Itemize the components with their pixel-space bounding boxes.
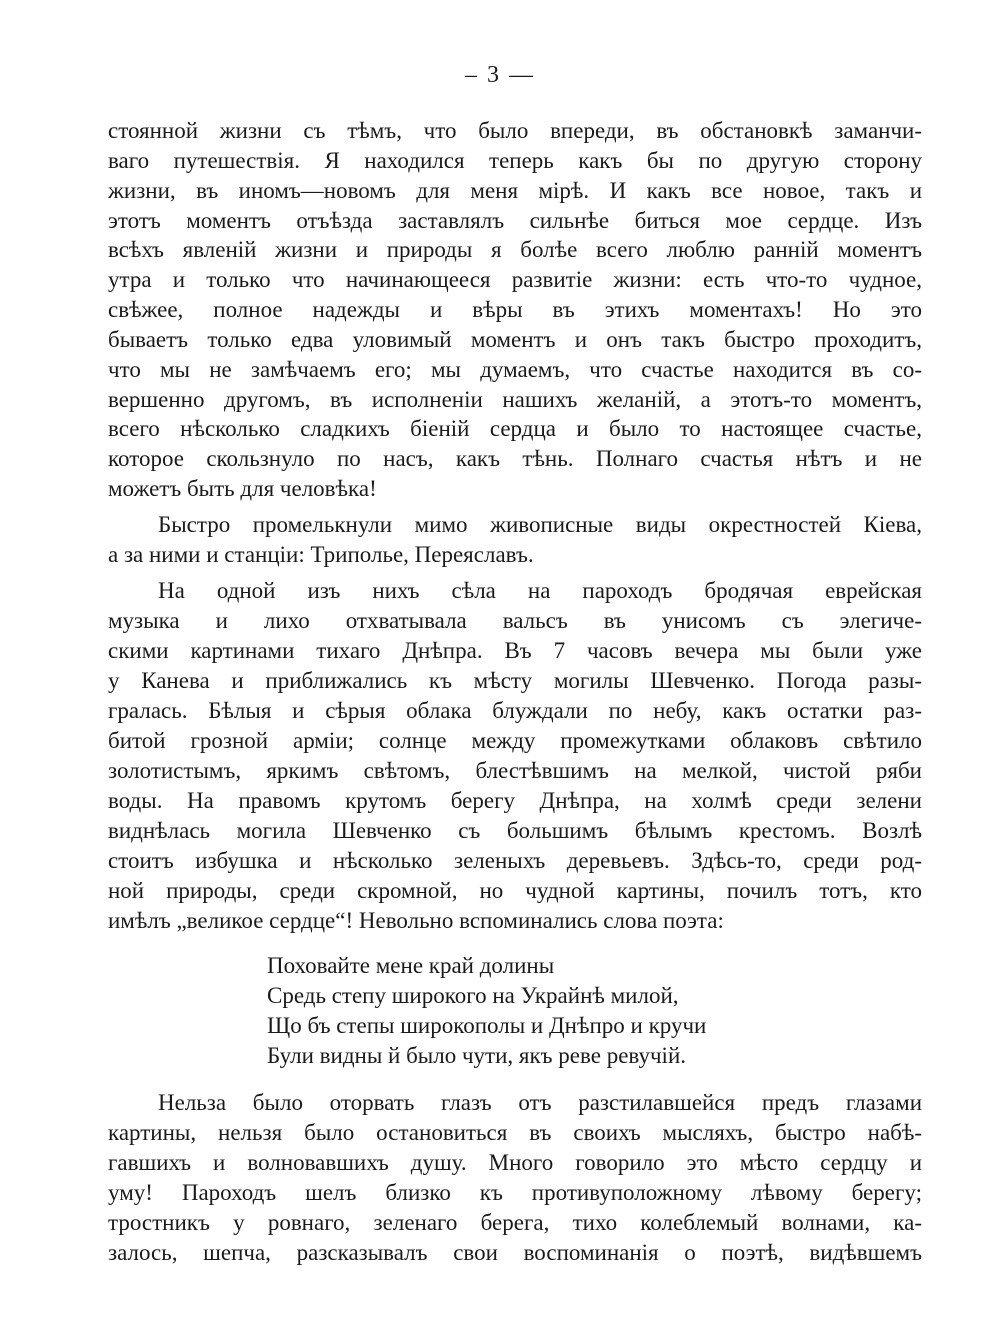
text-line: у Канева и приближались къ мѣсту могилы Шевченко. Погода разы-: [108, 668, 922, 693]
text-line: виднѣлась могила Шевченко съ большимъ бѣлымъ крестомъ. Возлѣ: [108, 818, 922, 843]
text-line: что мы не замѣчаемъ его; мы думаемъ, что счастье находится въ со-: [108, 357, 922, 382]
verse-line: Були видны й было чути, якъ реве ревучій.: [267, 1043, 686, 1068]
text-line: утра и только что начинающееся развитіе жизни: есть что-то чудное,: [108, 267, 922, 292]
text-line: тростникъ у ровнаго, зеленаго берега, тихо колеблемый волнами, ка-: [108, 1210, 922, 1235]
text-line: картины, нельзя было остановиться въ своихъ мысляхъ, быстро набѣ-: [108, 1120, 922, 1145]
text-line: воды. На правомъ крутомъ берегу Днѣпра, на холмѣ среди зелени: [108, 788, 922, 813]
text-line: уму! Пароходъ шелъ близко къ противуположному лѣвому берегу;: [108, 1180, 922, 1205]
text-line: которое скользнуло по насъ, какъ тѣнь. Полнаго счастья нѣтъ и не: [108, 446, 922, 471]
text-line: вершенно другомъ, въ исполненіи нашихъ желаній, а этотъ-то моментъ,: [108, 387, 922, 412]
text-line: битой грозной арміи; солнце между промежутками облаковъ свѣтило: [108, 728, 922, 753]
text-line: можетъ быть для человѣка!: [108, 476, 377, 501]
text-line: ной природы, среди скромной, но чудной картины, почилъ тотъ, кто: [108, 878, 922, 903]
text-line: всего нѣсколько сладкихъ біеній сердца и было то настоящее счастье,: [108, 416, 922, 441]
text-line: скими картинами тихаго Днѣпра. Въ 7 часовъ вечера мы были уже: [108, 638, 922, 663]
text-line: бываетъ только едва уловимый моментъ и онъ такъ быстро проходитъ,: [108, 327, 922, 352]
text-line: стоянной жизни съ тѣмъ, что было впереди, въ обстановкѣ заманчи-: [108, 118, 922, 143]
text-line: На одной изъ нихъ сѣла на пароходъ бродячая еврейская: [158, 578, 922, 603]
page-number: – 3 —: [465, 62, 535, 88]
text-line: Быстро промелькнули мимо живописные виды окрестностей Кіева,: [158, 512, 922, 537]
text-line: имѣлъ „великое сердце“! Невольно вспоминались слова поэта:: [108, 908, 724, 933]
text-line: всѣхъ явленій жизни и природы я болѣе всего люблю ранній моментъ: [108, 237, 922, 262]
verse-line: Средь степу широкого на Украйнѣ милой,: [267, 983, 679, 1008]
text-line: гавшихъ и волновавшихъ душу. Много говорило это мѣсто сердцу и: [108, 1150, 922, 1175]
verse-line: Поховайте мене край долины: [267, 953, 555, 978]
text-line: золотистымъ, яркимъ свѣтомъ, блестѣвшимъ на мелкой, чистой ряби: [108, 758, 922, 783]
text-line: жизни, въ иномъ—новомъ для меня мірѣ. И какъ все новое, такъ и: [108, 178, 922, 203]
text-line: залось, шепча, разсказывалъ свои воспоминанія о поэтѣ, видѣвшемъ: [108, 1240, 922, 1265]
text-line: гралась. Бѣлыя и сѣрыя облака блуждали по небу, какъ остатки раз-: [108, 698, 922, 723]
text-line: ваго путешествія. Я находился теперь какъ бы по другую сторону: [108, 148, 922, 173]
text-line: музыка и лихо отхватывала вальсъ въ унисомъ съ элегиче-: [108, 608, 922, 633]
text-line: а за ними и станціи: Триполье, Переяславъ.: [108, 542, 534, 567]
text-line: этотъ моментъ отъѣзда заставлялъ сильнѣе биться мое сердце. Изъ: [108, 208, 922, 233]
text-line: стоитъ избушка и нѣсколько зеленыхъ деревьевъ. Здѣсь-то, среди род-: [108, 848, 922, 873]
text-line: Нельза было оторвать глазъ отъ разстилавшейся предъ глазами: [158, 1090, 922, 1115]
verse-line: Щo бъ степы широкополы и Днѣпро и кручи: [267, 1013, 707, 1038]
text-line: свѣжее, полное надежды и вѣры въ этихъ моментахъ! Но это: [108, 297, 922, 322]
